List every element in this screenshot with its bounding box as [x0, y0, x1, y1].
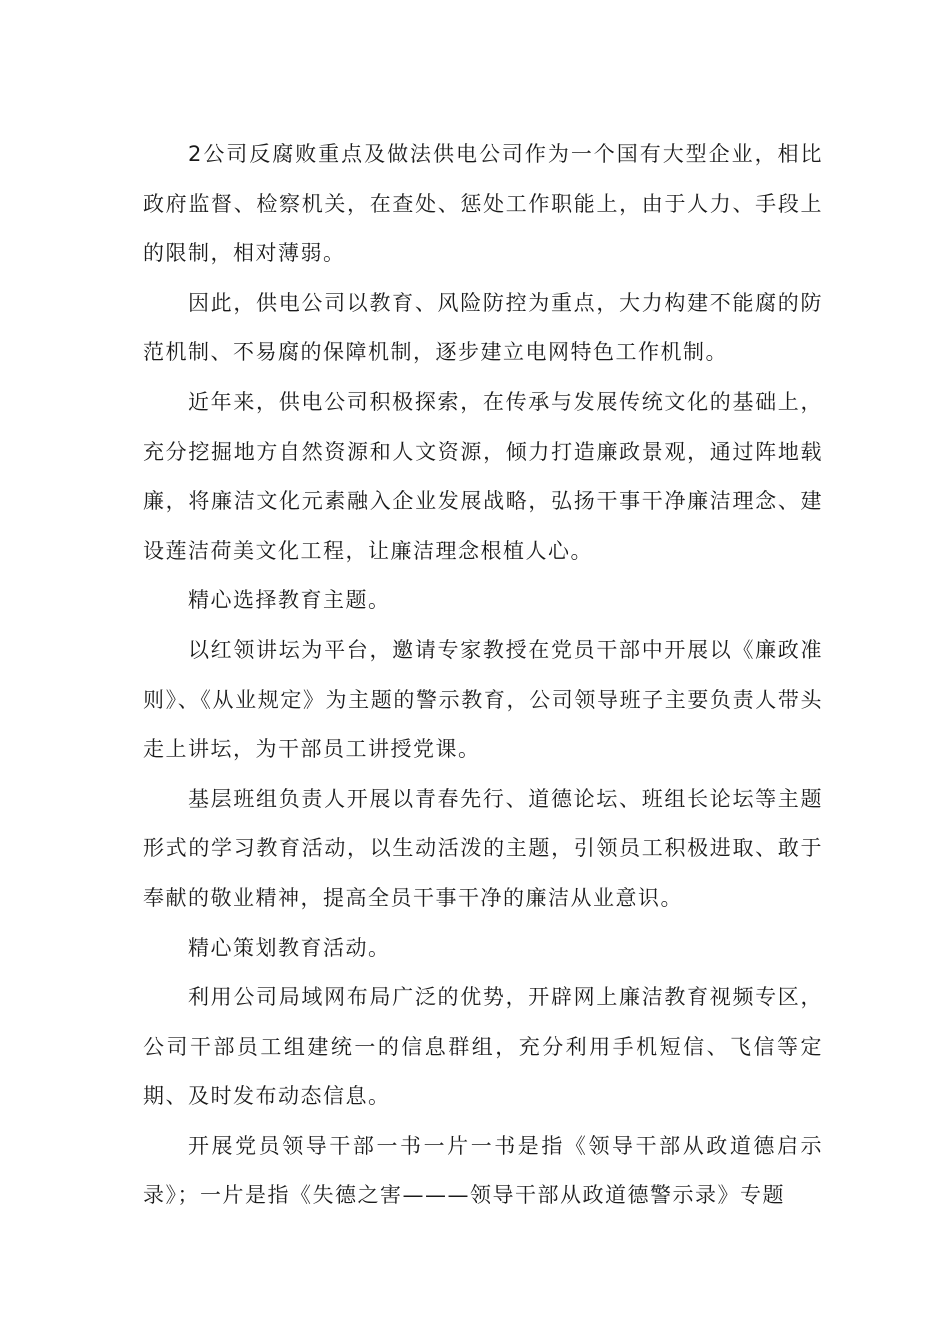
paragraph: 基层班组负责人开展以青春先行、道德论坛、班组长论坛等主题形式的学习教育活动，以生动活泼的主题，引领员工积极进取、敢于奉献的敬业精神，提高全员干事干净的廉洁从业意识。: [143, 786, 823, 910]
paragraph: 以红领讲坛为平台，邀请专家教授在党员干部中开展以《廉政准则》、《从业规定》为主题的警示教育，公司领导班子主要负责人带头走上讲坛，为干部员工讲授党课。: [143, 637, 823, 762]
paragraph: 近年来，供电公司积极探索，在传承与发展传统文化的基础上，充分挖掘地方自然资源和人文资源，倾力打造廉政景观，通过阵地载廉，将廉洁文化元素融入企业发展战略，弘扬干事干净廉洁理念、建设莲洁荷美文化工程，让廉洁理念根植人心。: [143, 389, 823, 563]
paragraph: 2公司反腐败重点及做法供电公司作为一个国有大型企业，相比政府监督、检察机关，在查处、惩处工作职能上，由于人力、手段上的限制，相对薄弱。: [143, 142, 823, 266]
paragraph: 开展党员领导干部一书一片一书是指《领导干部从政道德启示录》；一片是指《失德之害———领导干部从政道德警示录》专题: [143, 1133, 823, 1208]
paragraph: 因此，供电公司以教育、风险防控为重点，大力构建不能腐的防范机制、不易腐的保障机制，逐步建立电网特色工作机制。: [143, 290, 823, 365]
paragraph: 精心策划教育活动。: [188, 935, 391, 960]
paragraph: 利用公司局域网布局广泛的优势，开辟网上廉洁教育视频专区，公司干部员工组建统一的信息群组，充分利用手机短信、飞信等定期、及时发布动态信息。: [143, 985, 823, 1109]
paragraph: 精心选择教育主题。: [188, 588, 391, 613]
document-body: [143, 130, 823, 1221]
